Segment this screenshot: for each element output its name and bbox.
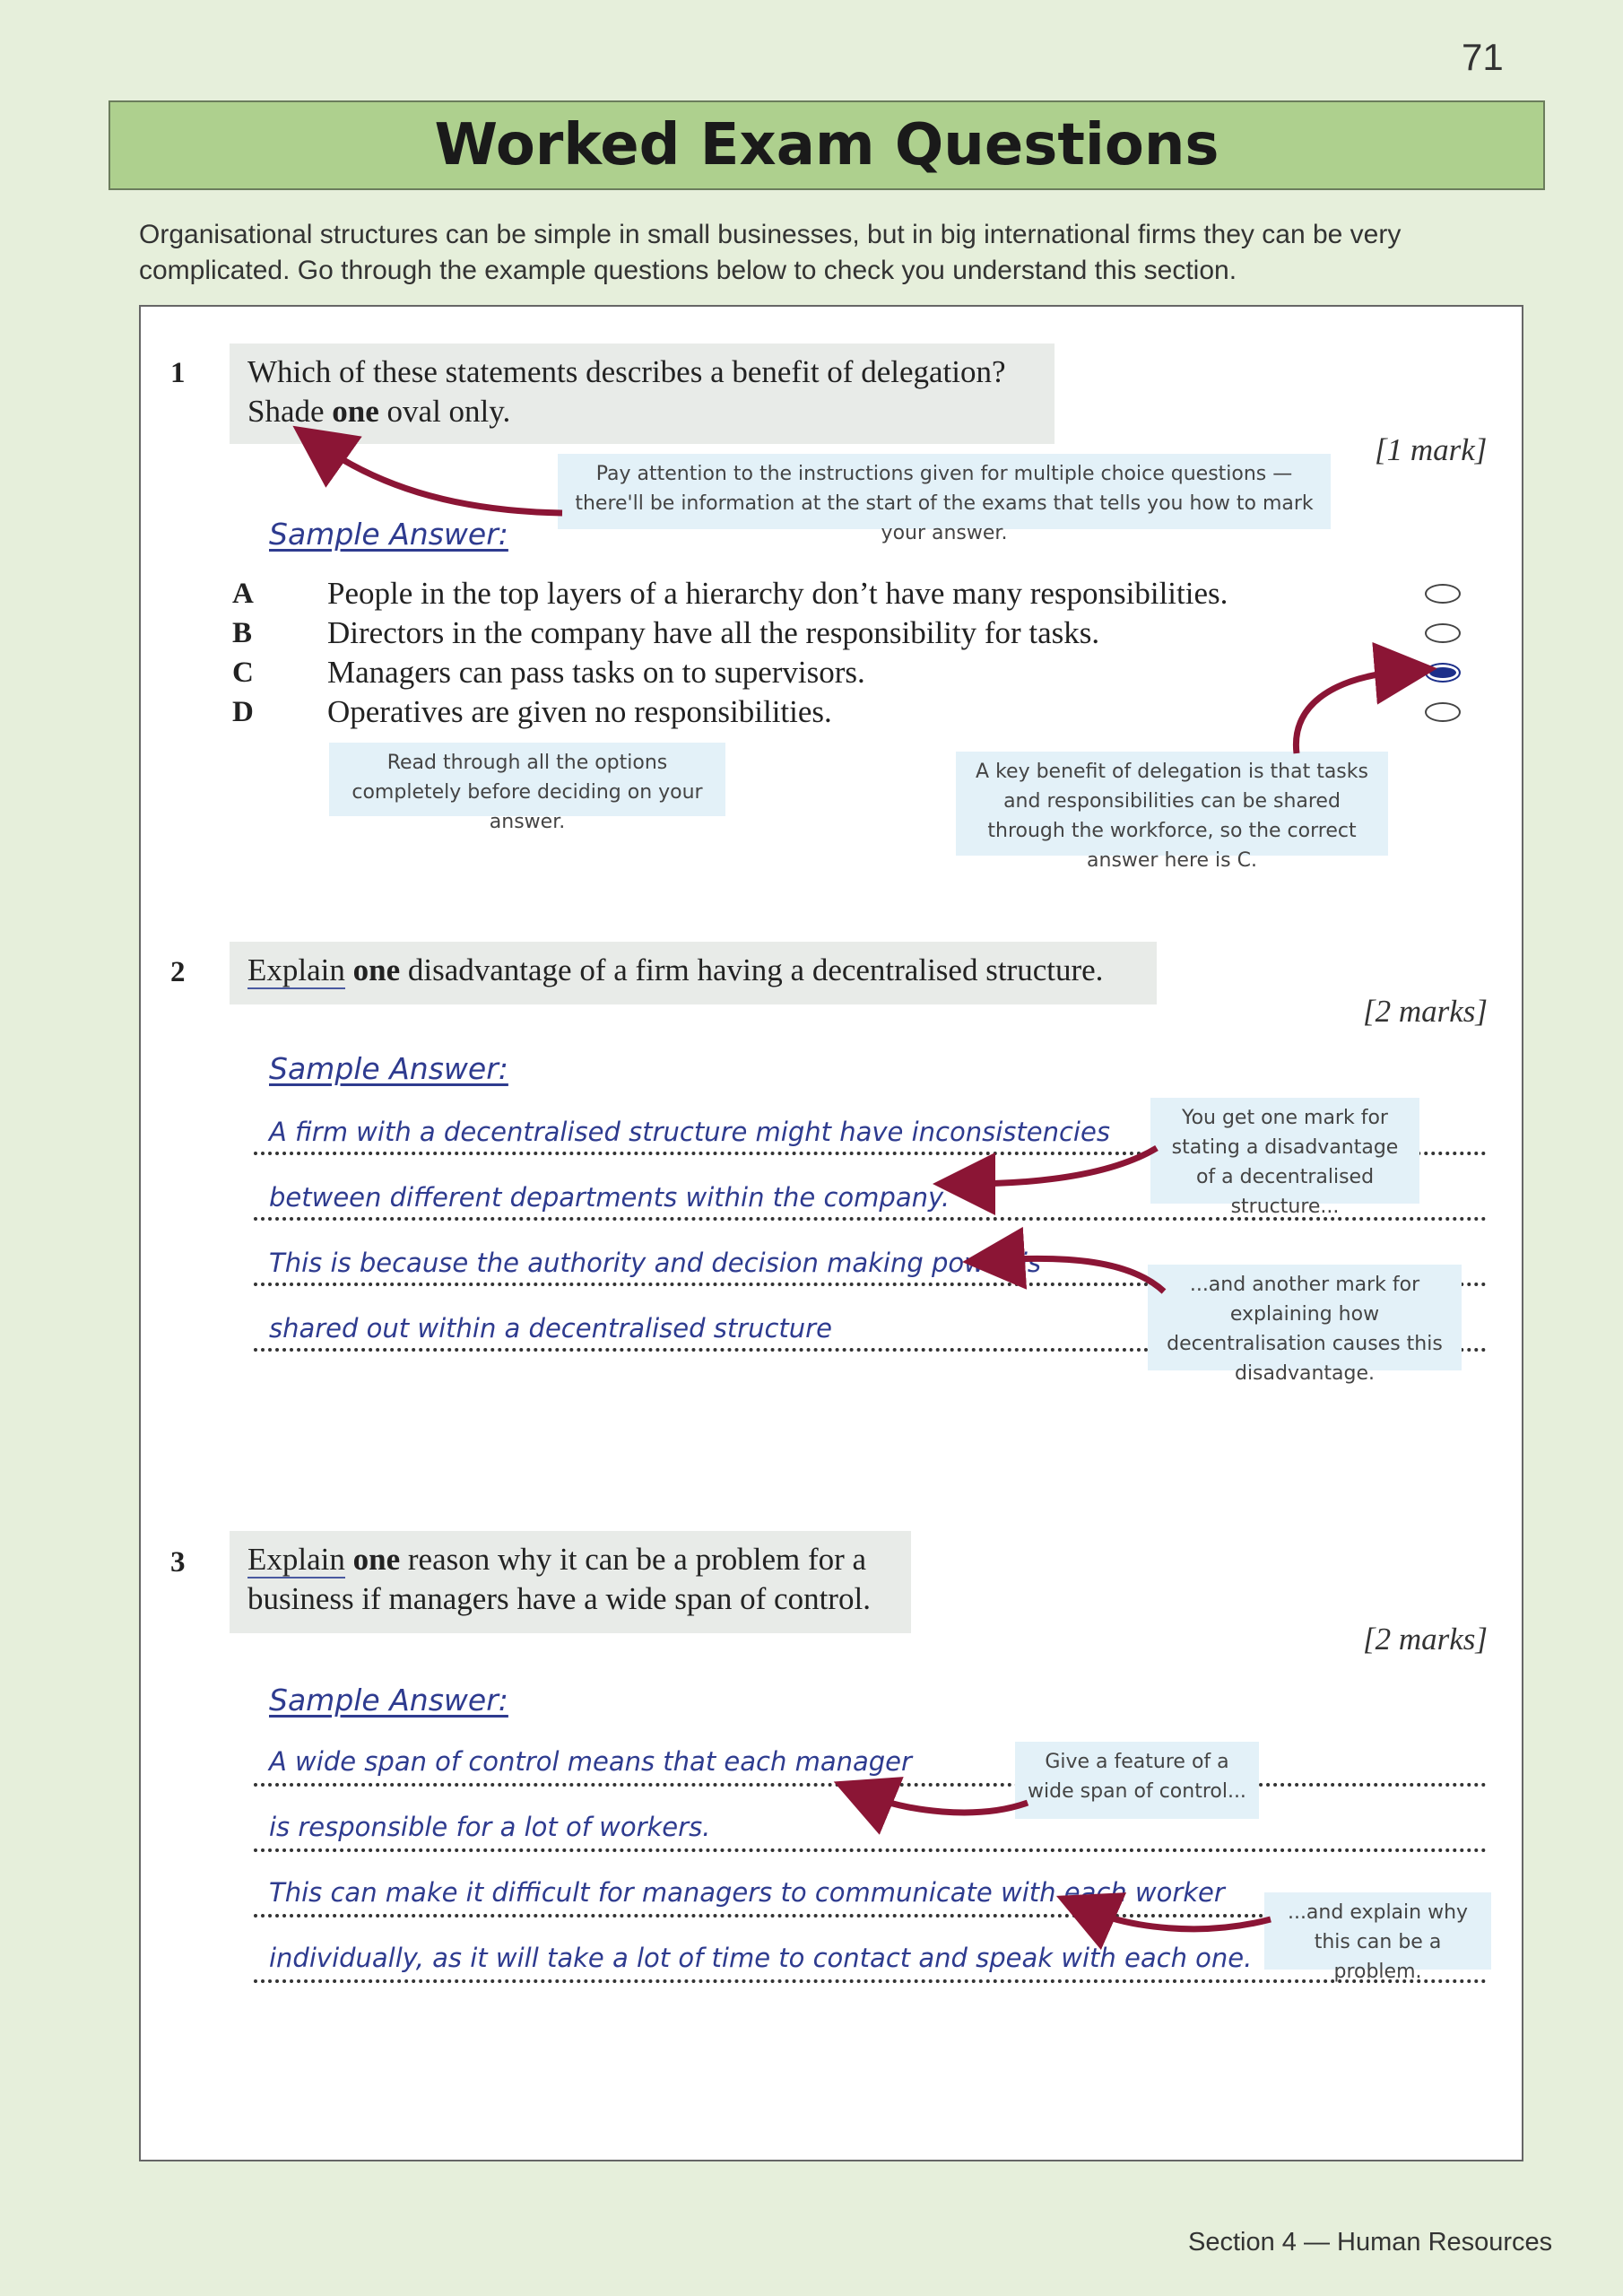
- question-1-line2-pre: Shade: [247, 394, 333, 429]
- q3-answer-line-1: A wide span of control means that each manager: [269, 1746, 912, 1777]
- footer-section-label: Section 4 — Human Resources: [1188, 2228, 1553, 2257]
- q2-answer-line-2: between different departments within the company.: [269, 1182, 950, 1213]
- q3-answer-line-4: individually, as it will take a lot of time to contact and speak with each one.: [269, 1943, 1253, 1973]
- note-feature: Give a feature of a wide span of control...: [1015, 1742, 1259, 1819]
- note-mark-2: ...and another mark for explaining how decentralisation causes this disadvantage.: [1148, 1265, 1462, 1370]
- option-b-text: Directors in the company have all the responsibility for tasks.: [327, 615, 1100, 650]
- note-explain: ...and explain why this can be a problem.: [1264, 1892, 1491, 1970]
- question-3-marks: [2 marks]: [1363, 1622, 1488, 1657]
- arrow-mark-2: [994, 1258, 1164, 1292]
- option-a-text: People in the top layers of a hierarchy don’t have many responsibilities.: [327, 576, 1228, 611]
- question-3-number: 3: [170, 1546, 186, 1578]
- sample-answer-label-3: Sample Answer:: [269, 1683, 508, 1718]
- arrow-mark-1: [964, 1148, 1157, 1184]
- q3-answer-line-3: This can make it difficult for managers to communicate with each worker: [269, 1877, 1225, 1908]
- note-instructions: Pay attention to the instructions given for multiple choice questions — there'll be information at the start of the exams that tells you how to mark your answer.: [558, 454, 1331, 529]
- question-1-line2-post: oval only.: [378, 394, 511, 429]
- q3-answer-line-2: is responsible for a lot of workers.: [269, 1812, 711, 1842]
- question-2-bold: one: [352, 952, 401, 987]
- q2-answer-line-1: A firm with a decentralised structure might have inconsistencies: [269, 1117, 1110, 1147]
- question-3-line2: business if managers have a wide span of control.: [247, 1581, 871, 1616]
- question-3-text: reason why it can be a problem for a: [400, 1542, 867, 1577]
- page-title: Worked Exam Questions: [434, 112, 1219, 178]
- question-2-marks: [2 marks]: [1363, 994, 1488, 1029]
- option-d-letter: D: [232, 696, 254, 728]
- option-d-text: Operatives are given no responsibilities.: [327, 694, 832, 729]
- question-1-number: 1: [170, 357, 186, 389]
- option-b-letter: B: [232, 617, 253, 649]
- question-1-marks: [1 mark]: [1375, 432, 1488, 467]
- arrow-explain: [1085, 1909, 1271, 1929]
- note-correct-answer: A key benefit of delegation is that tasks and responsibilities can be shared through the workforce, so the correct answer here is C.: [956, 752, 1388, 856]
- arrow-correct-answer: [1296, 671, 1406, 753]
- arrow-feature: [863, 1794, 1028, 1813]
- note-mark-1: You get one mark for stating a disadvantage of a decentralised structure...: [1150, 1098, 1419, 1204]
- question-3-bold: one: [352, 1542, 401, 1577]
- question-1-line1: Which of these statements describes a benefit of delegation?: [247, 354, 1006, 389]
- question-2-number: 2: [170, 956, 186, 988]
- page-number: 71: [1462, 36, 1504, 78]
- q2-answer-line-4: shared out within a decentralised structure: [269, 1313, 832, 1344]
- q2-answer-line-3: This is because the authority and decision making power is: [269, 1248, 1041, 1278]
- option-a-letter: A: [232, 578, 254, 610]
- arrow-instructions: [318, 444, 562, 513]
- question-2-text: disadvantage of a firm having a decentralised structure.: [400, 952, 1104, 987]
- intro-paragraph: Organisational structures can be simple in small businesses, but in big international firms they can be very complicated. Go through the example questions below to check you understand this section.: [139, 220, 1402, 285]
- sample-answer-label-1: Sample Answer:: [269, 517, 508, 552]
- question-1-line2-bold: one: [332, 394, 379, 429]
- question-3-command-word: Explain: [247, 1542, 345, 1577]
- option-c-text: Managers can pass tasks on to supervisors.: [327, 655, 865, 690]
- option-c-letter: C: [232, 657, 254, 689]
- sample-answer-label-2: Sample Answer:: [269, 1051, 508, 1086]
- note-read-options: Read through all the options completely before deciding on your answer.: [329, 743, 725, 816]
- question-2-command-word: Explain: [247, 952, 345, 987]
